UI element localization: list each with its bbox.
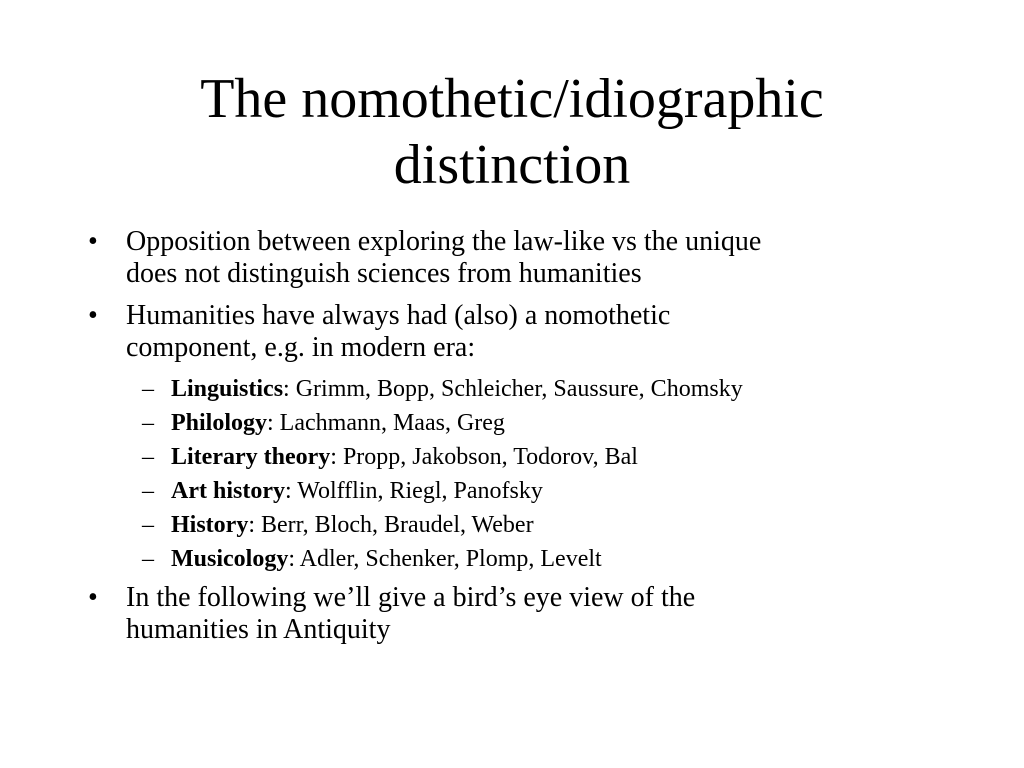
sub-item-text: : Lachmann, Maas, Greg	[267, 410, 505, 436]
bullet-item-1	[88, 226, 948, 290]
title-line-1: The nomothetic/idiographic	[200, 68, 824, 130]
sub-item-text: : Adler, Schenker, Plomp, Levelt	[288, 546, 602, 572]
dash-marker: –	[142, 376, 154, 402]
bullet-marker: •	[88, 582, 98, 613]
dash-marker: –	[142, 512, 154, 538]
sub-item-term: Musicology	[171, 546, 289, 572]
sub-item-musicology	[88, 542, 948, 576]
sub-item-literary-theory	[88, 440, 948, 474]
title-line-2: distinction	[393, 134, 631, 196]
bullet-3-line-2: humanities in Antiquity	[126, 614, 391, 645]
bullet-2-line-2: component, e.g. in modern era:	[126, 332, 476, 363]
bullet-3-line-1: In the following we’ll give a bird’s eye view of the	[126, 582, 696, 613]
sub-item-term: Linguistics	[171, 376, 284, 402]
sub-item-term: History	[171, 512, 249, 538]
sub-item-art-history	[88, 474, 948, 508]
bullet-item-2	[88, 300, 948, 364]
sub-bullet-list	[88, 372, 948, 576]
dash-marker: –	[142, 546, 154, 572]
sub-item-philology	[88, 406, 948, 440]
slide-body	[88, 226, 948, 656]
bullet-2-line-1: Humanities have always had (also) a nomothetic	[126, 300, 671, 331]
sub-item-text: : Propp, Jakobson, Todorov, Bal	[330, 444, 638, 470]
sub-item-linguistics	[88, 372, 948, 406]
sub-item-text: : Berr, Bloch, Braudel, Weber	[248, 512, 534, 538]
bullet-1-line-1: Opposition between exploring the law-like vs the unique	[126, 226, 762, 257]
sub-item-term: Art history	[171, 478, 285, 504]
slide-title	[80, 66, 944, 198]
sub-item-text: : Wolfflin, Riegl, Panofsky	[284, 478, 543, 504]
sub-item-term: Literary theory	[171, 444, 331, 470]
bullet-1-line-2: does not distinguish sciences from humanities	[126, 258, 642, 289]
dash-marker: –	[142, 444, 154, 470]
bullet-marker: •	[88, 300, 98, 331]
bullet-item-3	[88, 582, 948, 646]
sub-item-term: Philology	[171, 410, 268, 436]
dash-marker: –	[142, 410, 154, 436]
sub-item-history	[88, 508, 948, 542]
sub-item-text: : Grimm, Bopp, Schleicher, Saussure, Chomsky	[283, 376, 743, 402]
dash-marker: –	[142, 478, 154, 504]
bullet-marker: •	[88, 226, 98, 257]
